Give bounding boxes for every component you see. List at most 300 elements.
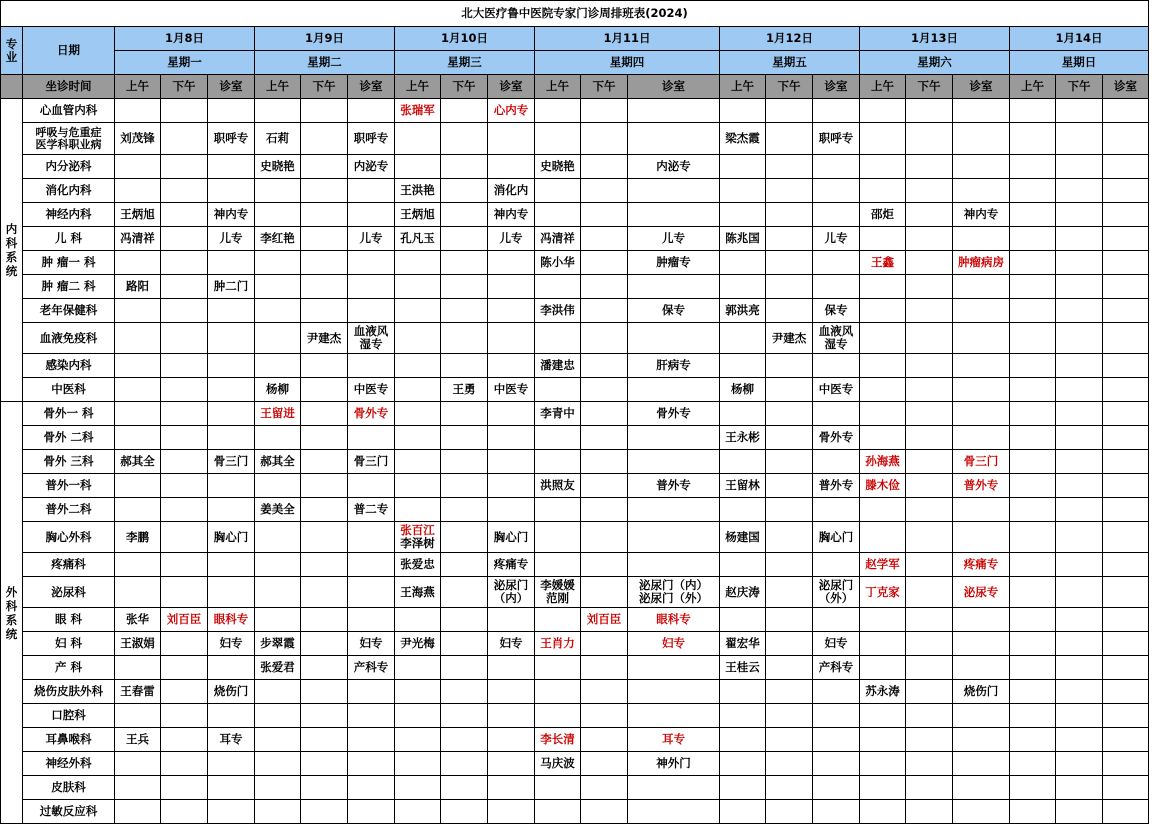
schedule-cell-am [535,776,581,800]
schedule-cell-am: 王永彬 [720,426,766,450]
schedule-cell-pm [906,378,953,402]
schedule-cell-am [860,656,906,680]
schedule-cell-pm [766,179,813,203]
department-name: 普外二科 [23,498,115,522]
schedule-cell-am [395,323,441,354]
schedule-cell-am: 王留林 [720,474,766,498]
date-header-row [1,27,1149,51]
schedule-cell-room [1103,275,1149,299]
schedule-cell-pm [301,203,348,227]
schedule-cell-room [1103,498,1149,522]
schedule-cell-pm [301,155,348,179]
schedule-cell-room [208,179,255,203]
schedule-cell-am [535,498,581,522]
schedule-cell-am: 孔凡玉 [395,227,441,251]
schedule-cell-am [395,275,441,299]
schedule-cell-am [1010,323,1056,354]
schedule-cell-am [535,522,581,553]
department-name: 消化内科 [23,179,115,203]
schedule-cell-am [720,402,766,426]
system-label-char: 统 [5,626,18,641]
room-header: 诊室 [488,75,535,99]
schedule-cell-am [1010,776,1056,800]
schedule-cell-room: 骨三门 [953,450,1010,474]
schedule-cell-am [1010,656,1056,680]
schedule-cell-am: 张瑞军 [395,99,441,123]
schedule-cell-room: 中医专 [348,378,395,402]
schedule-cell-pm [906,577,953,608]
stacked-line: （外） [818,591,854,605]
system-label [1,99,23,402]
schedule-row [1,800,1149,824]
schedule-cell-pm [1056,179,1103,203]
department-name: 中医科 [23,378,115,402]
schedule-cell-room: 妇专 [488,632,535,656]
schedule-cell-pm [301,474,348,498]
schedule-cell-am [1010,450,1056,474]
schedule-cell-am [720,608,766,632]
stacked-line: 泌尿门（内） [639,578,708,592]
schedule-cell-am [535,680,581,704]
schedule-cell-pm [906,251,953,275]
schedule-cell-pm [581,179,628,203]
schedule-cell-am [115,426,161,450]
schedule-cell-pm [301,752,348,776]
schedule-cell-am: 杨柳 [255,378,301,402]
schedule-cell-room [1103,752,1149,776]
system-label-char: 内 [5,222,18,236]
schedule-cell-pm [161,800,208,824]
schedule-cell-am [395,426,441,450]
schedule-cell-pm [161,99,208,123]
schedule-cell-am [1010,704,1056,728]
stacked-line: 李泽树 [400,536,435,550]
schedule-cell-am: 史晓艳 [255,155,301,179]
schedule-cell-am [395,680,441,704]
schedule-cell-pm [161,450,208,474]
schedule-cell-room [208,99,255,123]
schedule-cell-am: 李洪伟 [535,299,581,323]
schedule-cell-room [488,656,535,680]
schedule-cell-pm [1056,800,1103,824]
specialty-header-char: 业 [5,49,18,64]
schedule-cell-room [488,402,535,426]
schedule-cell-room [813,354,860,378]
schedule-cell-am [255,323,301,354]
schedule-cell-room [488,474,535,498]
schedule-cell-am [720,450,766,474]
schedule-cell-am: 张华 [115,608,161,632]
schedule-cell-pm [581,155,628,179]
schedule-cell-am [1010,203,1056,227]
schedule-cell-room [348,275,395,299]
schedule-cell-pm [161,632,208,656]
schedule-cell-room [813,179,860,203]
schedule-cell-pm [441,251,488,275]
schedule-cell-pm [581,632,628,656]
stacked-line: 湿专 [359,337,383,351]
schedule-cell-pm [766,728,813,752]
schedule-cell-am: 梁杰霞 [720,123,766,155]
schedule-cell-am [115,577,161,608]
session-header-row [1,75,1149,99]
schedule-cell-am [115,299,161,323]
schedule-cell-pm [581,323,628,354]
schedule-cell-am: 郝其全 [115,450,161,474]
schedule-cell-pm [906,179,953,203]
specialty-header-char: 专 [5,36,18,51]
title-row [1,1,1149,27]
date-cell: 1月11日 [535,27,720,51]
schedule-cell-am [115,99,161,123]
schedule-cell-pm [301,227,348,251]
schedule-cell-room [208,378,255,402]
schedule-cell-pm [906,99,953,123]
department-name: 肿 瘤一 科 [23,251,115,275]
schedule-cell-am [860,776,906,800]
schedule-row [1,426,1149,450]
schedule-cell-room [953,155,1010,179]
schedule-cell-am [860,275,906,299]
room-header: 诊室 [348,75,395,99]
schedule-cell-am: 李红艳 [255,227,301,251]
schedule-cell-pm [906,656,953,680]
schedule-cell-pm [1056,656,1103,680]
schedule-cell-am [255,275,301,299]
schedule-cell-room [348,752,395,776]
schedule-cell-am [860,632,906,656]
stacked-line: 范刚 [546,591,569,605]
stacked-line: 血液风 [353,324,389,338]
schedule-cell-room: 妇专 [208,632,255,656]
schedule-cell-am [255,99,301,123]
schedule-cell-am [115,800,161,824]
schedule-cell-am: 王淑娟 [115,632,161,656]
schedule-cell-am [860,227,906,251]
schedule-cell-am [720,728,766,752]
schedule-cell-pm [581,275,628,299]
schedule-cell-room [953,498,1010,522]
schedule-cell-pm [906,752,953,776]
schedule-cell-room: 神外门 [628,752,720,776]
schedule-cell-room [348,776,395,800]
schedule-cell-pm [441,608,488,632]
schedule-cell-pm: 刘百臣 [581,608,628,632]
schedule-cell-pm [1056,450,1103,474]
schedule-cell-pm [441,402,488,426]
schedule-cell-room: 骨外专 [628,402,720,426]
schedule-cell-pm [581,354,628,378]
schedule-cell-room [628,776,720,800]
schedule-cell-am: 孙海燕 [860,450,906,474]
schedule-cell-pm [441,553,488,577]
pm-header: 下午 [441,75,488,99]
weekday-cell: 星期二 [255,51,395,75]
schedule-cell-am [115,179,161,203]
department-name: 眼 科 [23,608,115,632]
schedule-cell-pm [161,354,208,378]
schedule-cell-room [628,522,720,553]
schedule-cell-pm [581,402,628,426]
schedule-cell-am [1010,426,1056,450]
schedule-cell-room: 普二专 [348,498,395,522]
schedule-cell-pm: 王勇 [441,378,488,402]
schedule-cell-room [1103,728,1149,752]
schedule-cell-pm [906,155,953,179]
schedule-cell-pm [1056,522,1103,553]
schedule-cell-pm [906,474,953,498]
schedule-cell-room: 儿专 [628,227,720,251]
schedule-cell-pm [766,378,813,402]
schedule-cell-room [208,474,255,498]
schedule-cell-pm [161,680,208,704]
schedule-cell-pm [301,776,348,800]
schedule-cell-pm [1056,752,1103,776]
schedule-cell-pm [766,99,813,123]
schedule-cell-am [395,656,441,680]
schedule-cell-am [535,577,581,608]
schedule-cell-room [348,522,395,553]
schedule-cell-am [720,752,766,776]
schedule-cell-room [628,656,720,680]
room-header: 诊室 [813,75,860,99]
schedule-cell-room [488,275,535,299]
schedule-cell-am [720,776,766,800]
schedule-cell-am [115,155,161,179]
schedule-cell-pm [766,203,813,227]
schedule-cell-room [488,577,535,608]
schedule-cell-pm [581,227,628,251]
schedule-cell-pm [906,450,953,474]
system-label-char: 科 [5,236,18,250]
schedule-cell-am [720,553,766,577]
schedule-cell-pm [581,704,628,728]
am-header: 上午 [395,75,441,99]
schedule-cell-pm [581,656,628,680]
schedule-cell-pm [906,123,953,155]
schedule-cell-am [860,608,906,632]
schedule-cell-am: 陈小华 [535,251,581,275]
schedule-cell-pm [441,728,488,752]
schedule-cell-am [255,776,301,800]
room-header: 诊室 [628,75,720,99]
date-cell: 1月13日 [860,27,1010,51]
schedule-cell-pm [161,752,208,776]
schedule-cell-am: 石莉 [255,123,301,155]
schedule-cell-am [720,155,766,179]
system-label-char: 外 [5,584,18,599]
schedule-cell-pm [581,522,628,553]
schedule-cell-room: 肿瘤专 [628,251,720,275]
schedule-cell-pm [301,704,348,728]
schedule-cell-room [208,800,255,824]
schedule-cell-pm [441,227,488,251]
schedule-cell-room [208,776,255,800]
schedule-cell-pm [766,354,813,378]
schedule-cell-room [813,99,860,123]
schedule-row [1,632,1149,656]
department-name [23,123,115,155]
schedule-cell-room [1103,474,1149,498]
schedule-row [1,474,1149,498]
schedule-cell-pm [581,251,628,275]
schedule-cell-pm [441,275,488,299]
schedule-cell-room [208,402,255,426]
schedule-cell-am: 王桂云 [720,656,766,680]
schedule-cell-am [535,323,581,354]
schedule-cell-am: 李长清 [535,728,581,752]
schedule-cell-room [953,704,1010,728]
schedule-cell-room [1103,656,1149,680]
schedule-cell-pm [581,450,628,474]
schedule-cell-room [953,354,1010,378]
schedule-cell-room [208,752,255,776]
schedule-cell-pm [766,251,813,275]
schedule-cell-pm [906,402,953,426]
schedule-cell-am: 赵学军 [860,553,906,577]
schedule-cell-am [535,608,581,632]
schedule-cell-am [1010,251,1056,275]
schedule-cell-am [535,203,581,227]
pm-header: 下午 [161,75,208,99]
schedule-cell-room [628,99,720,123]
schedule-cell-room: 产科专 [348,656,395,680]
schedule-cell-room [1103,553,1149,577]
schedule-cell-pm [1056,354,1103,378]
schedule-cell-room [488,728,535,752]
stacked-line: 医学科职业病 [35,137,102,151]
schedule-cell-pm [906,275,953,299]
schedule-cell-am [395,450,441,474]
schedule-cell-am [255,203,301,227]
schedule-cell-room [1103,577,1149,608]
schedule-cell-pm [581,728,628,752]
schedule-cell-am [255,299,301,323]
schedule-cell-am [115,354,161,378]
schedule-cell-am: 洪照友 [535,474,581,498]
schedule-cell-room [628,275,720,299]
schedule-cell-pm [441,704,488,728]
schedule-cell-am [1010,378,1056,402]
department-name: 感染内科 [23,354,115,378]
schedule-cell-room: 儿专 [488,227,535,251]
schedule-cell-room [348,704,395,728]
department-name: 胸心外科 [23,522,115,553]
schedule-cell-pm [906,227,953,251]
schedule-cell-am [115,378,161,402]
schedule-cell-am [1010,474,1056,498]
schedule-cell-am: 杨柳 [720,378,766,402]
schedule-row [1,728,1149,752]
am-header: 上午 [1010,75,1056,99]
date-cell: 1月9日 [255,27,395,51]
schedule-cell-room [628,378,720,402]
schedule-cell-pm: 尹建杰 [301,323,348,354]
schedule-cell-room [208,299,255,323]
schedule-cell-room: 神内专 [208,203,255,227]
schedule-row [1,179,1149,203]
schedule-cell-pm [906,522,953,553]
schedule-cell-room [208,354,255,378]
schedule-cell-pm [441,426,488,450]
schedule-cell-room: 疼痛专 [488,553,535,577]
schedule-cell-am [1010,402,1056,426]
schedule-cell-am [860,426,906,450]
schedule-cell-pm [161,553,208,577]
schedule-cell-am [255,608,301,632]
schedule-cell-am [860,99,906,123]
schedule-cell-pm [1056,704,1103,728]
schedule-cell-room [813,498,860,522]
blank-header [1,75,23,99]
schedule-cell-am [255,553,301,577]
schedule-cell-room: 骨外专 [348,402,395,426]
department-name: 心血管内科 [23,99,115,123]
pm-header: 下午 [581,75,628,99]
schedule-cell-pm [581,378,628,402]
schedule-cell-am [1010,553,1056,577]
schedule-cell-am: 王炳旭 [395,203,441,227]
schedule-cell-am [1010,227,1056,251]
schedule-cell-am [115,402,161,426]
schedule-cell-am: 杨建国 [720,522,766,553]
schedule-cell-pm [161,656,208,680]
schedule-cell-am [395,155,441,179]
schedule-cell-room [1103,179,1149,203]
schedule-cell-am: 邵炬 [860,203,906,227]
schedule-cell-pm [1056,474,1103,498]
schedule-cell-pm [301,577,348,608]
date-cell: 1月10日 [395,27,535,51]
schedule-cell-am [720,203,766,227]
schedule-cell-am [720,354,766,378]
pm-header: 下午 [906,75,953,99]
schedule-cell-room: 妇专 [628,632,720,656]
schedule-cell-am: 步翠霞 [255,632,301,656]
schedule-cell-room [813,155,860,179]
schedule-cell-am [115,776,161,800]
date-cell: 1月12日 [720,27,860,51]
schedule-row [1,354,1149,378]
schedule-cell-am [860,354,906,378]
schedule-cell-am [1010,680,1056,704]
schedule-cell-room [1103,450,1149,474]
system-label-char: 系 [5,612,18,627]
schedule-cell-room [953,426,1010,450]
schedule-cell-pm [581,776,628,800]
schedule-cell-room [953,99,1010,123]
schedule-cell-am: 翟宏华 [720,632,766,656]
schedule-cell-am [720,179,766,203]
schedule-cell-pm [1056,378,1103,402]
schedule-cell-am [860,752,906,776]
date-cell: 1月8日 [115,27,255,51]
schedule-cell-am: 郝其全 [255,450,301,474]
schedule-cell-pm [161,728,208,752]
schedule-cell-am [720,275,766,299]
schedule-cell-pm [301,99,348,123]
schedule-cell-pm [766,656,813,680]
schedule-cell-room [1103,354,1149,378]
stacked-line: 泌尿门 [818,578,854,592]
schedule-cell-am [115,474,161,498]
schedule-cell-am [535,704,581,728]
schedule-cell-room: 肿瘤病房 [953,251,1010,275]
schedule-cell-room [1103,99,1149,123]
schedule-cell-room [348,608,395,632]
department-name: 骨外一 科 [23,402,115,426]
schedule-cell-am: 张爱忠 [395,553,441,577]
